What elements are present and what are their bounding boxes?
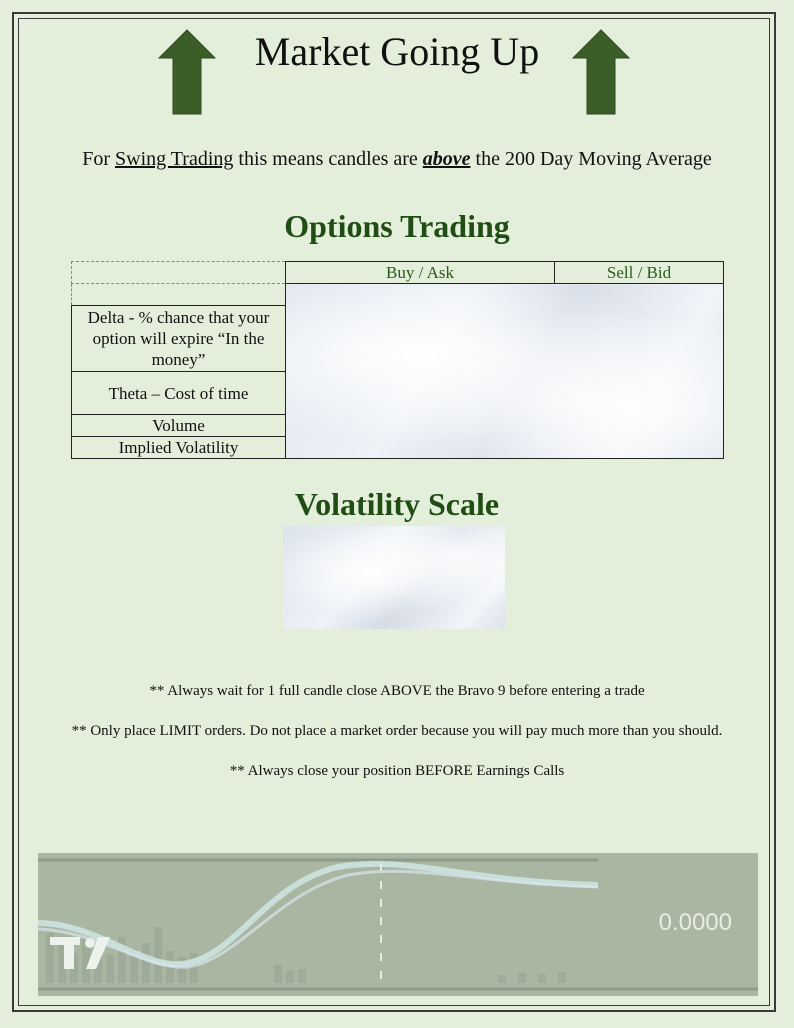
table-row-volume: Volume xyxy=(72,415,286,437)
table-row-theta: Theta – Cost of time xyxy=(72,372,286,415)
options-values-image xyxy=(286,284,724,459)
volatility-scale-image xyxy=(283,526,505,629)
options-table xyxy=(71,261,724,459)
swing-suffix: the 200 Day Moving Average xyxy=(470,148,712,170)
up-arrow-icon xyxy=(571,28,631,116)
page-title: Market Going Up xyxy=(254,29,540,74)
swing-prefix: For xyxy=(82,148,116,170)
table-spacer-cell xyxy=(72,284,286,306)
swing-trading-link[interactable]: Swing Trading xyxy=(115,148,234,170)
note-limit-orders: ** Only place LIMIT orders. Do not place a market order because you will pay much more than you should. xyxy=(71,723,723,739)
price-readout: 0.0000 xyxy=(658,909,732,936)
column-header-buy-ask: Buy / Ask xyxy=(286,262,555,284)
options-trading-heading: Options Trading xyxy=(284,208,510,244)
tradingview-widget[interactable] xyxy=(38,853,758,996)
note-candle-close: ** Always wait for 1 full candle close ABOVE the Bravo 9 before entering a trade xyxy=(149,683,645,699)
table-row-implied-volatility: Implied Volatility xyxy=(72,437,286,459)
table-row-delta: Delta - % chance that your option will expire “In the money” xyxy=(72,306,286,372)
column-header-sell-bid: Sell / Bid xyxy=(555,262,724,284)
note-earnings-calls: ** Always close your position BEFORE Earnings Calls xyxy=(229,763,565,779)
swing-emphasis: above xyxy=(422,148,471,170)
price-chart-graphic xyxy=(38,853,758,996)
volatility-scale-heading: Volatility Scale xyxy=(294,486,500,522)
swing-middle: this means candles are xyxy=(233,148,423,170)
table-corner-cell xyxy=(72,262,286,284)
swing-trading-line xyxy=(0,146,794,172)
